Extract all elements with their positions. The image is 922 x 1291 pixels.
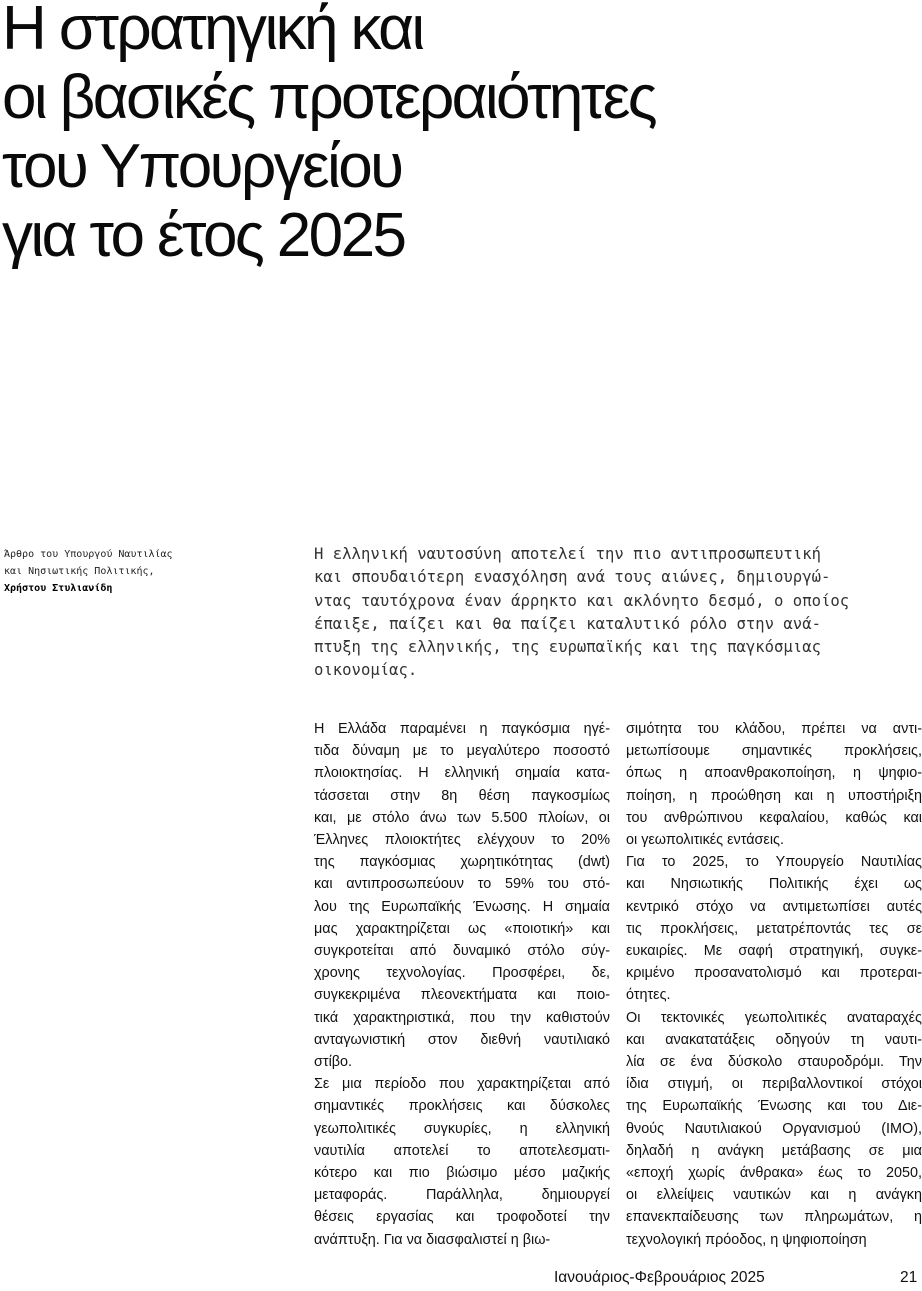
body-line: δηλαδή η ανάγκη μετάβασης σε μια [626,1142,922,1159]
body-line: τις προκλήσεις, μετατρέποντάς τες σε [626,920,922,937]
body-paragraph [626,1007,922,1251]
lead-paragraph [314,543,914,683]
lead-line: Η ελληνική ναυτοσύνη αποτελεί την πιο αντιπροσωπευτική [314,545,821,563]
body-line: και αντιπροσωπεύουν το 59% του στό- [314,876,610,893]
body-line: Σε μια περίοδο που χαρακτηρίζεται από [314,1076,610,1093]
body-line: μετωπίσουμε σημαντικές προκλήσεις, [626,743,922,760]
title-line: Η στρατηγική και [2,0,423,63]
body-line: Για το 2025, το Υπουργείο Ναυτιλίας [626,854,922,871]
footer-issue-date: Ιανουάριος-Φεβρουάριος 2025 [554,1269,765,1286]
body-line: ανταγωνιστική στον διεθνή ναυτιλιακό [314,1031,610,1048]
body-line: ποίηση, η προώθηση και η υποστήριξη [626,787,922,804]
body-line: και ανακατατάξεις οδηγούν τη ναυτι- [626,1031,922,1048]
body-line: και, με στόλο άνω των 5.500 πλοίων, οι [314,809,610,826]
body-line: ανάπτυξη. Για να διασφαλιστεί η βιω- [314,1231,551,1248]
body-paragraph [314,1073,610,1251]
body-column-left [314,718,610,1251]
body-line: κεντρικό στόχο να αντιμετωπίσει αυτές [626,898,922,915]
body-line: μας χαρακτηρίζεται ως «ποιοτική» και [314,920,610,937]
title-line: οι βασικές προτεραιότητες [2,63,656,132]
body-line: στίβο. [314,1054,353,1071]
body-line: λία σε ένα δύσκολο σταυροδρόμι. Την [626,1054,922,1071]
body-line: μεταφοράς. Παράλληλα, δημιουργεί [314,1187,610,1204]
body-line: σημαντικές προκλήσεις και δύσκολες [314,1098,610,1115]
body-line: τάσσεται στην 8η θέση παγκοσμίως [314,787,610,804]
body-line: Οι τεκτονικές γεωπολιτικές αναταραχές [626,1009,922,1026]
body-line: χρονης τεχνολογίας. Προσφέρει, δε, [314,965,610,982]
byline-line: Άρθρο του Υπουργού Ναυτιλίας [4,549,173,560]
body-line: επανεκπαίδευσης των πληρωμάτων, η [626,1209,922,1226]
lead-line: έπαιξε, παίζει και θα παίζει καταλυτικό ρόλο στην ανά- [314,614,821,633]
byline [4,546,244,597]
body-line: θνούς Ναυτιλιακού Οργανισμού (IMO), [626,1120,922,1137]
body-line: οι γεωπολιτικές εντάσεις. [626,832,784,849]
byline-line: και Νησιωτικής Πολιτικής, [4,566,155,577]
byline-author: Χρήστου Στυλιανίδη [4,583,113,594]
body-line: κριμένο προσανατολισμό και προτεραι- [626,965,922,982]
title-line: για το έτος 2025 [2,201,405,270]
body-column-right [626,718,922,1251]
lead-line: οικονομίας. [314,661,418,680]
body-line: και Νησιωτικής Πολιτικής έχει ως [626,876,922,893]
body-paragraph [314,718,610,1073]
body-line: όπως η απoανθρακοποίηση, η ψηφιο- [626,765,922,782]
lead-line: ντας ταυτόχρονα έναν άρρηκτο και ακλόνητο δεσμό, ο οποίος [314,591,850,610]
body-paragraph [626,718,922,851]
article-title [2,0,912,270]
body-line: συγκροτείται από δυναμικό στόλο σύγ- [314,943,610,960]
body-line: του ανθρώπινου κεφαλαίου, καθώς και [626,809,922,826]
title-line: του Υπουργείου [2,132,402,201]
body-line: τικά χαρακτηριστικά, που την καθιστούν [314,1009,610,1026]
body-line: ευκαιρίες. Με σαφή στρατηγική, συγκε- [626,943,922,960]
body-line: τιδα δύναμη με το μεγαλύτερο ποσοστό [314,743,610,760]
body-line: θέσεις εργασίας και τροφοδοτεί την [314,1209,610,1226]
body-line: της Ευρωπαϊκής Ένωσης και του Διε- [626,1098,922,1115]
body-line: οι ελλείψεις ναυτικών και η ανάγκη [626,1187,922,1204]
body-line: συγκεκριμένα πλεονεκτήματα και ποιο- [314,987,610,1004]
body-line: Έλληνες πλοιοκτήτες ελέγχουν το 20% [314,832,610,849]
body-line: ναυτιλία αποτελεί το αποτελεσματι- [314,1142,610,1159]
page-number: 21 [900,1269,918,1286]
body-line: τεχνολογική πρόοδος, η ψηφιοποίηση [626,1231,867,1248]
lead-line: και σπουδαιότερη ενασχόληση ανά τους αιώνες, δημιουργώ- [314,568,831,587]
body-line: Η Ελλάδα παραμένει η παγκόσμια ηγέ- [314,721,610,737]
body-line: πλοιοκτησίας. Η ελληνική σημαία κατα- [314,765,610,782]
body-line: λου της Ευρωπαϊκής Ένωσης. Η σημαία [314,898,610,915]
body-line: ίδια στιγμή, οι περιβαλλοντικοί στόχοι [626,1076,922,1093]
lead-line: πτυξη της ελληνικής, της ευρωπαϊκής και της παγκόσμιας [314,638,821,657]
body-line: ότητες. [626,987,671,1004]
body-line: σιμότητα του κλάδου, πρέπει να αντι- [626,721,922,737]
body-line: κότερο και πιο βιώσιμο μέσο μαζικής [314,1165,610,1182]
body-line: «εποχή χωρίς άνθρακα» έως το 2050, [626,1165,922,1182]
body-line: γεωπολιτικές συγκυρίες, η ελληνική [314,1120,610,1137]
body-line: της παγκόσμιας χωρητικότητας (dwt) [314,854,610,871]
body-paragraph [626,851,922,1006]
